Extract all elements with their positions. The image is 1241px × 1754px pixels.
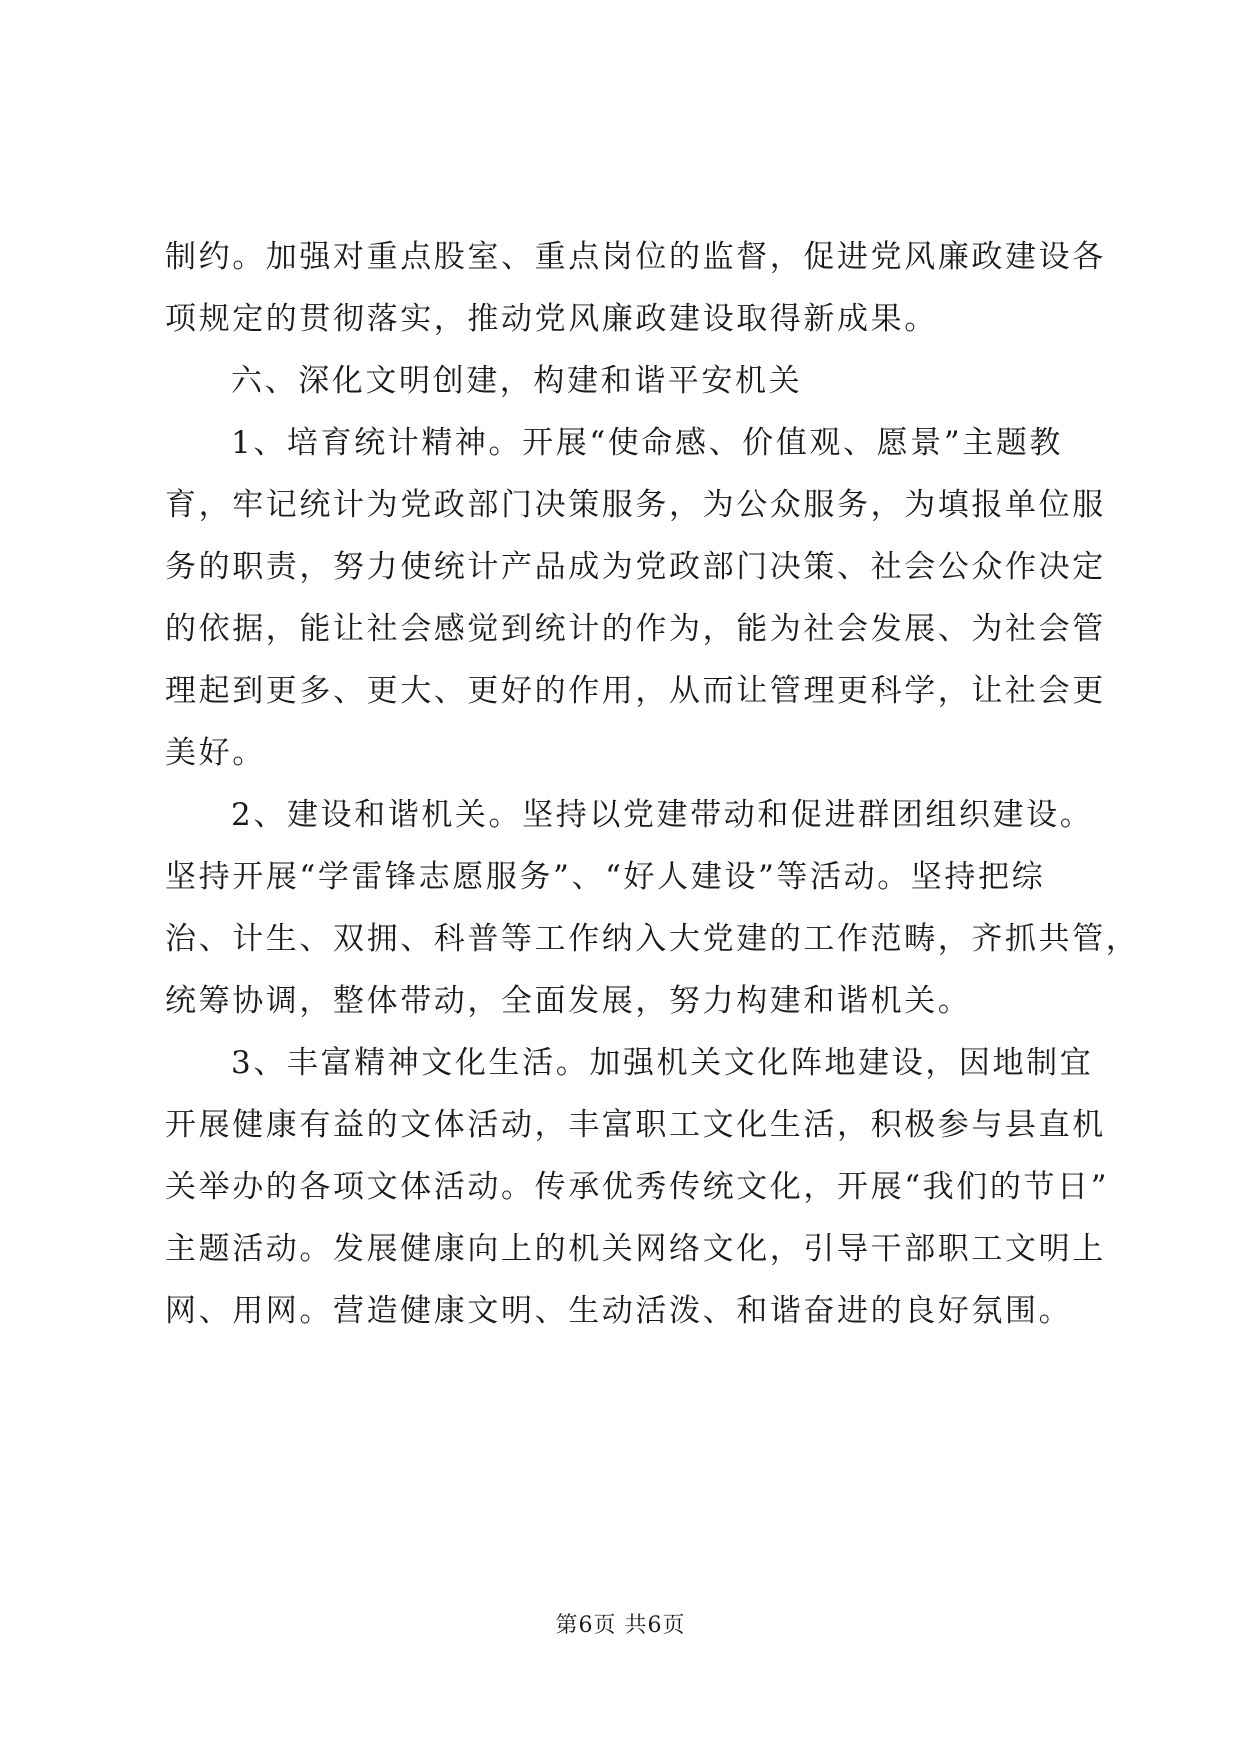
text-line: 1、培育统计精神。开展“使命感、价值观、愿景”主题教 bbox=[231, 425, 1064, 461]
text-line: 理起到更多、更大、更好的作用，从而让管理更科学，让社会更 bbox=[165, 673, 1106, 709]
section-heading: 六、深化文明创建，构建和谐平安机关 bbox=[231, 363, 803, 399]
text-line: 网、用网。营造健康文明、生动活泼、和谐奋进的良好氛围。 bbox=[165, 1293, 1073, 1329]
text-line: 开展健康有益的文体活动，丰富职工文化生活，积极参与县直机 bbox=[165, 1107, 1106, 1143]
text-line: 美好。 bbox=[165, 735, 266, 771]
text-line: 2、建设和谐机关。坚持以党建带动和促进群团组织建设。 bbox=[231, 797, 1094, 833]
text-line: 的依据，能让社会感觉到统计的作为，能为社会发展、为社会管 bbox=[165, 611, 1106, 647]
text-line: 治、计生、双拥、科普等工作纳入大党建的工作范畴，齐抓共管， bbox=[165, 921, 1140, 957]
text-line: 制约。加强对重点股室、重点岗位的监督，促进党风廉政建设各 bbox=[165, 239, 1106, 275]
text-line: 坚持开展“学雷锋志愿服务”、“好人建设”等活动。坚持把综 bbox=[165, 859, 1046, 895]
page-number-footer: 第6页 共6页 bbox=[555, 1613, 686, 1638]
text-line: 育，牢记统计为党政部门决策服务，为公众服务，为填报单位服 bbox=[165, 487, 1106, 523]
document-body bbox=[165, 226, 1140, 1342]
text-line: 统筹协调，整体带动，全面发展，努力构建和谐机关。 bbox=[165, 983, 972, 1019]
text-line: 关举办的各项文体活动。传承优秀传统文化，开展“我们的节日” bbox=[165, 1169, 1110, 1205]
text-line: 项规定的贯彻落实，推动党风廉政建设取得新成果。 bbox=[165, 301, 938, 337]
text-line: 主题活动。发展健康向上的机关网络文化，引导干部职工文明上 bbox=[165, 1231, 1106, 1267]
text-line: 务的职责，努力使统计产品成为党政部门决策、社会公众作决定 bbox=[165, 549, 1106, 585]
text-line: 3、丰富精神文化生活。加强机关文化阵地建设，因地制宜 bbox=[231, 1045, 1094, 1081]
